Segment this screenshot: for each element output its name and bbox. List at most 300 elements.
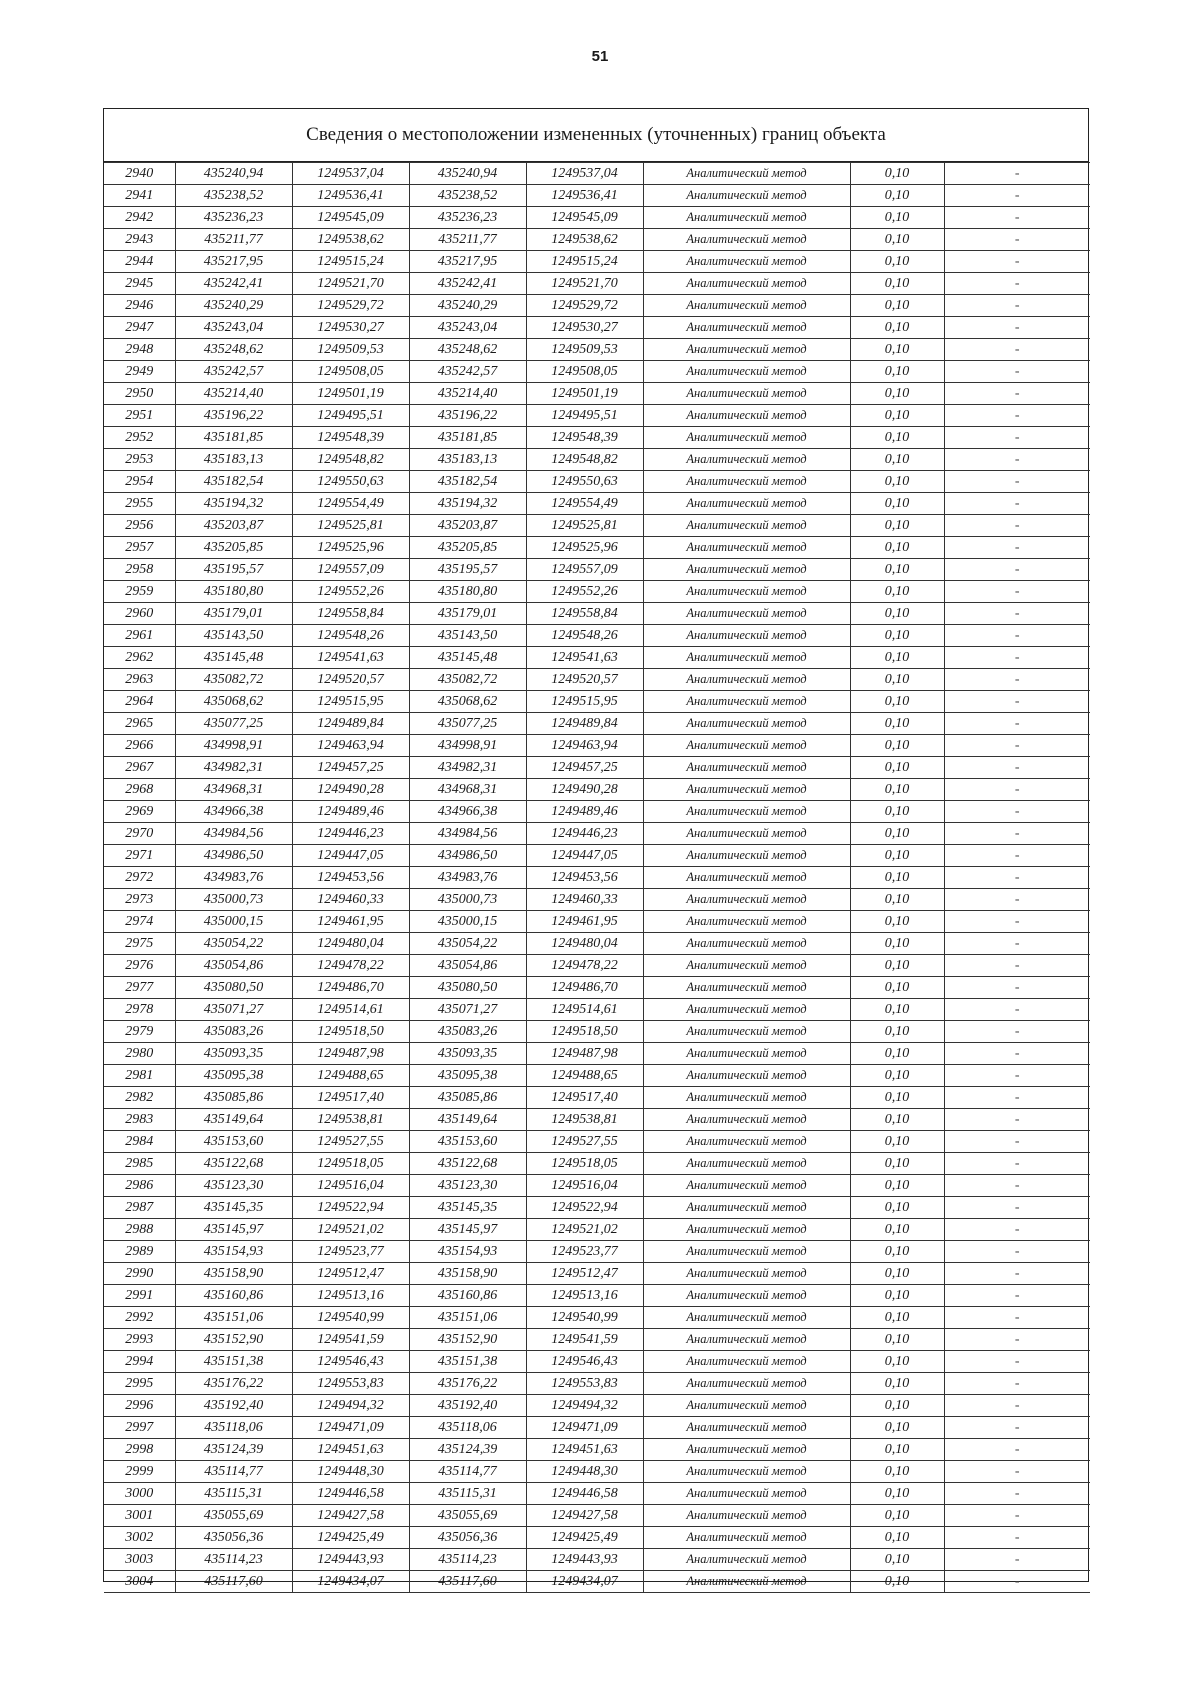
cell-method: Аналитический метод bbox=[643, 735, 850, 757]
cell-accuracy: 0,10 bbox=[850, 691, 944, 713]
cell-y-new: 1249558,84 bbox=[526, 603, 643, 625]
table-row bbox=[104, 867, 1090, 889]
cell-point-number: 2959 bbox=[104, 581, 175, 603]
table-row bbox=[104, 691, 1090, 713]
cell-accuracy: 0,10 bbox=[850, 1263, 944, 1285]
cell-y-old: 1249527,55 bbox=[292, 1131, 409, 1153]
cell-note: - bbox=[944, 163, 1090, 185]
cell-accuracy: 0,10 bbox=[850, 647, 944, 669]
cell-accuracy: 0,10 bbox=[850, 933, 944, 955]
cell-y-new: 1249509,53 bbox=[526, 339, 643, 361]
cell-accuracy: 0,10 bbox=[850, 977, 944, 999]
cell-y-new: 1249457,25 bbox=[526, 757, 643, 779]
cell-note: - bbox=[944, 911, 1090, 933]
cell-y-old: 1249521,02 bbox=[292, 1219, 409, 1241]
cell-x-old: 435152,90 bbox=[175, 1329, 292, 1351]
cell-y-new: 1249446,23 bbox=[526, 823, 643, 845]
cell-x-old: 434982,31 bbox=[175, 757, 292, 779]
cell-y-old: 1249518,05 bbox=[292, 1153, 409, 1175]
cell-x-new: 435118,06 bbox=[409, 1417, 526, 1439]
cell-note: - bbox=[944, 933, 1090, 955]
cell-y-old: 1249495,51 bbox=[292, 405, 409, 427]
cell-point-number: 2989 bbox=[104, 1241, 175, 1263]
cell-x-new: 435145,97 bbox=[409, 1219, 526, 1241]
cell-y-new: 1249548,82 bbox=[526, 449, 643, 471]
cell-accuracy: 0,10 bbox=[850, 317, 944, 339]
table-row bbox=[104, 1439, 1090, 1461]
cell-x-new: 435000,73 bbox=[409, 889, 526, 911]
cell-note: - bbox=[944, 1571, 1090, 1593]
cell-y-new: 1249518,05 bbox=[526, 1153, 643, 1175]
table-row bbox=[104, 1087, 1090, 1109]
cell-point-number: 2997 bbox=[104, 1417, 175, 1439]
table-row bbox=[104, 647, 1090, 669]
cell-y-old: 1249460,33 bbox=[292, 889, 409, 911]
table-row bbox=[104, 1109, 1090, 1131]
cell-y-new: 1249486,70 bbox=[526, 977, 643, 999]
cell-x-new: 435080,50 bbox=[409, 977, 526, 999]
cell-x-new: 435082,72 bbox=[409, 669, 526, 691]
cell-x-new: 435176,22 bbox=[409, 1373, 526, 1395]
cell-x-old: 435114,77 bbox=[175, 1461, 292, 1483]
cell-note: - bbox=[944, 757, 1090, 779]
cell-method: Аналитический метод bbox=[643, 625, 850, 647]
cell-y-new: 1249515,95 bbox=[526, 691, 643, 713]
cell-x-old: 435143,50 bbox=[175, 625, 292, 647]
cell-x-old: 435236,23 bbox=[175, 207, 292, 229]
table-row bbox=[104, 1065, 1090, 1087]
cell-y-old: 1249530,27 bbox=[292, 317, 409, 339]
cell-accuracy: 0,10 bbox=[850, 1373, 944, 1395]
cell-y-old: 1249453,56 bbox=[292, 867, 409, 889]
table-row bbox=[104, 1241, 1090, 1263]
cell-note: - bbox=[944, 977, 1090, 999]
cell-point-number: 2970 bbox=[104, 823, 175, 845]
cell-y-old: 1249478,22 bbox=[292, 955, 409, 977]
cell-point-number: 2965 bbox=[104, 713, 175, 735]
cell-accuracy: 0,10 bbox=[850, 625, 944, 647]
cell-x-new: 435179,01 bbox=[409, 603, 526, 625]
cell-point-number: 2992 bbox=[104, 1307, 175, 1329]
cell-y-old: 1249512,47 bbox=[292, 1263, 409, 1285]
table-row bbox=[104, 1395, 1090, 1417]
table-row bbox=[104, 427, 1090, 449]
table-row bbox=[104, 735, 1090, 757]
cell-y-new: 1249446,58 bbox=[526, 1483, 643, 1505]
cell-method: Аналитический метод bbox=[643, 207, 850, 229]
cell-note: - bbox=[944, 625, 1090, 647]
cell-note: - bbox=[944, 1197, 1090, 1219]
cell-x-new: 435145,48 bbox=[409, 647, 526, 669]
cell-x-old: 435192,40 bbox=[175, 1395, 292, 1417]
cell-y-old: 1249501,19 bbox=[292, 383, 409, 405]
cell-method: Аналитический метод bbox=[643, 1153, 850, 1175]
cell-note: - bbox=[944, 471, 1090, 493]
table-row bbox=[104, 405, 1090, 427]
cell-accuracy: 0,10 bbox=[850, 823, 944, 845]
cell-method: Аналитический метод bbox=[643, 977, 850, 999]
cell-accuracy: 0,10 bbox=[850, 493, 944, 515]
cell-note: - bbox=[944, 317, 1090, 339]
cell-y-new: 1249521,02 bbox=[526, 1219, 643, 1241]
cell-note: - bbox=[944, 559, 1090, 581]
cell-accuracy: 0,10 bbox=[850, 1021, 944, 1043]
cell-y-old: 1249548,82 bbox=[292, 449, 409, 471]
cell-y-old: 1249461,95 bbox=[292, 911, 409, 933]
cell-y-new: 1249538,62 bbox=[526, 229, 643, 251]
cell-accuracy: 0,10 bbox=[850, 405, 944, 427]
table-row bbox=[104, 933, 1090, 955]
cell-y-new: 1249453,56 bbox=[526, 867, 643, 889]
cell-y-old: 1249471,09 bbox=[292, 1417, 409, 1439]
cell-x-new: 435180,80 bbox=[409, 581, 526, 603]
table-row bbox=[104, 1219, 1090, 1241]
cell-y-new: 1249530,27 bbox=[526, 317, 643, 339]
cell-x-new: 435248,62 bbox=[409, 339, 526, 361]
cell-note: - bbox=[944, 1351, 1090, 1373]
cell-point-number: 2979 bbox=[104, 1021, 175, 1043]
cell-note: - bbox=[944, 251, 1090, 273]
cell-note: - bbox=[944, 427, 1090, 449]
cell-point-number: 2953 bbox=[104, 449, 175, 471]
cell-y-old: 1249448,30 bbox=[292, 1461, 409, 1483]
cell-x-old: 435115,31 bbox=[175, 1483, 292, 1505]
cell-point-number: 3003 bbox=[104, 1549, 175, 1571]
cell-x-new: 435056,36 bbox=[409, 1527, 526, 1549]
cell-x-new: 435153,60 bbox=[409, 1131, 526, 1153]
cell-method: Аналитический метод bbox=[643, 1307, 850, 1329]
cell-x-old: 435054,86 bbox=[175, 955, 292, 977]
cell-x-new: 435243,04 bbox=[409, 317, 526, 339]
table-row bbox=[104, 1307, 1090, 1329]
table-row bbox=[104, 757, 1090, 779]
cell-x-old: 435153,60 bbox=[175, 1131, 292, 1153]
cell-method: Аналитический метод bbox=[643, 1395, 850, 1417]
cell-x-old: 435176,22 bbox=[175, 1373, 292, 1395]
cell-x-new: 435143,50 bbox=[409, 625, 526, 647]
cell-note: - bbox=[944, 779, 1090, 801]
table-row bbox=[104, 1461, 1090, 1483]
cell-y-old: 1249538,62 bbox=[292, 229, 409, 251]
cell-note: - bbox=[944, 1263, 1090, 1285]
cell-method: Аналитический метод bbox=[643, 647, 850, 669]
cell-note: - bbox=[944, 493, 1090, 515]
cell-method: Аналитический метод bbox=[643, 669, 850, 691]
cell-y-old: 1249548,39 bbox=[292, 427, 409, 449]
cell-method: Аналитический метод bbox=[643, 1175, 850, 1197]
cell-method: Аналитический метод bbox=[643, 823, 850, 845]
cell-note: - bbox=[944, 581, 1090, 603]
cell-method: Аналитический метод bbox=[643, 1131, 850, 1153]
cell-point-number: 2977 bbox=[104, 977, 175, 999]
cell-point-number: 2964 bbox=[104, 691, 175, 713]
coordinates-table-frame bbox=[103, 108, 1089, 1589]
table-row bbox=[104, 1131, 1090, 1153]
cell-y-old: 1249509,53 bbox=[292, 339, 409, 361]
table-row bbox=[104, 801, 1090, 823]
cell-point-number: 2963 bbox=[104, 669, 175, 691]
table-row bbox=[104, 295, 1090, 317]
cell-method: Аналитический метод bbox=[643, 537, 850, 559]
cell-y-new: 1249518,50 bbox=[526, 1021, 643, 1043]
table-row bbox=[104, 1483, 1090, 1505]
cell-note: - bbox=[944, 295, 1090, 317]
cell-y-new: 1249494,32 bbox=[526, 1395, 643, 1417]
cell-y-new: 1249554,49 bbox=[526, 493, 643, 515]
cell-y-new: 1249480,04 bbox=[526, 933, 643, 955]
cell-y-old: 1249552,26 bbox=[292, 581, 409, 603]
cell-point-number: 2982 bbox=[104, 1087, 175, 1109]
cell-y-old: 1249557,09 bbox=[292, 559, 409, 581]
cell-note: - bbox=[944, 889, 1090, 911]
cell-y-old: 1249463,94 bbox=[292, 735, 409, 757]
table-row bbox=[104, 361, 1090, 383]
cell-note: - bbox=[944, 1417, 1090, 1439]
cell-x-old: 435124,39 bbox=[175, 1439, 292, 1461]
table-row bbox=[104, 515, 1090, 537]
cell-x-new: 435117,60 bbox=[409, 1571, 526, 1593]
cell-x-old: 435183,13 bbox=[175, 449, 292, 471]
cell-y-new: 1249487,98 bbox=[526, 1043, 643, 1065]
cell-accuracy: 0,10 bbox=[850, 669, 944, 691]
cell-x-new: 435095,38 bbox=[409, 1065, 526, 1087]
cell-x-old: 435160,86 bbox=[175, 1285, 292, 1307]
cell-x-new: 435055,69 bbox=[409, 1505, 526, 1527]
cell-point-number: 2990 bbox=[104, 1263, 175, 1285]
table-row bbox=[104, 1549, 1090, 1571]
cell-x-old: 435240,94 bbox=[175, 163, 292, 185]
cell-method: Аналитический метод bbox=[643, 1351, 850, 1373]
cell-point-number: 2949 bbox=[104, 361, 175, 383]
cell-method: Аналитический метод bbox=[643, 1219, 850, 1241]
cell-note: - bbox=[944, 1219, 1090, 1241]
cell-x-old: 435085,86 bbox=[175, 1087, 292, 1109]
cell-note: - bbox=[944, 691, 1090, 713]
cell-x-new: 435145,35 bbox=[409, 1197, 526, 1219]
cell-x-new: 435114,77 bbox=[409, 1461, 526, 1483]
cell-y-old: 1249522,94 bbox=[292, 1197, 409, 1219]
cell-y-new: 1249541,59 bbox=[526, 1329, 643, 1351]
cell-method: Аналитический метод bbox=[643, 229, 850, 251]
cell-note: - bbox=[944, 1087, 1090, 1109]
cell-accuracy: 0,10 bbox=[850, 1483, 944, 1505]
table-row bbox=[104, 449, 1090, 471]
table-row bbox=[104, 1263, 1090, 1285]
cell-x-new: 435240,94 bbox=[409, 163, 526, 185]
cell-y-old: 1249517,40 bbox=[292, 1087, 409, 1109]
table-row bbox=[104, 185, 1090, 207]
cell-method: Аналитический метод bbox=[643, 1373, 850, 1395]
cell-x-new: 435068,62 bbox=[409, 691, 526, 713]
cell-y-old: 1249515,24 bbox=[292, 251, 409, 273]
cell-accuracy: 0,10 bbox=[850, 603, 944, 625]
cell-method: Аналитический метод bbox=[643, 295, 850, 317]
cell-x-old: 435083,26 bbox=[175, 1021, 292, 1043]
cell-x-new: 434984,56 bbox=[409, 823, 526, 845]
table-row bbox=[104, 1175, 1090, 1197]
cell-y-old: 1249488,65 bbox=[292, 1065, 409, 1087]
cell-accuracy: 0,10 bbox=[850, 889, 944, 911]
cell-x-old: 435242,41 bbox=[175, 273, 292, 295]
cell-y-new: 1249425,49 bbox=[526, 1527, 643, 1549]
cell-x-new: 435123,30 bbox=[409, 1175, 526, 1197]
cell-y-old: 1249425,49 bbox=[292, 1527, 409, 1549]
cell-note: - bbox=[944, 1065, 1090, 1087]
table-body bbox=[104, 163, 1090, 1593]
cell-x-old: 435082,72 bbox=[175, 669, 292, 691]
cell-note: - bbox=[944, 515, 1090, 537]
cell-accuracy: 0,10 bbox=[850, 1505, 944, 1527]
cell-note: - bbox=[944, 1241, 1090, 1263]
cell-accuracy: 0,10 bbox=[850, 163, 944, 185]
cell-y-new: 1249552,26 bbox=[526, 581, 643, 603]
cell-method: Аналитический метод bbox=[643, 383, 850, 405]
cell-y-new: 1249538,81 bbox=[526, 1109, 643, 1131]
cell-x-old: 434984,56 bbox=[175, 823, 292, 845]
cell-x-old: 435240,29 bbox=[175, 295, 292, 317]
cell-note: - bbox=[944, 339, 1090, 361]
cell-method: Аналитический метод bbox=[643, 603, 850, 625]
cell-x-new: 435160,86 bbox=[409, 1285, 526, 1307]
cell-x-new: 435192,40 bbox=[409, 1395, 526, 1417]
cell-point-number: 2960 bbox=[104, 603, 175, 625]
cell-y-old: 1249446,58 bbox=[292, 1483, 409, 1505]
cell-y-old: 1249434,07 bbox=[292, 1571, 409, 1593]
cell-point-number: 2991 bbox=[104, 1285, 175, 1307]
cell-accuracy: 0,10 bbox=[850, 1109, 944, 1131]
table-row bbox=[104, 383, 1090, 405]
cell-accuracy: 0,10 bbox=[850, 735, 944, 757]
cell-accuracy: 0,10 bbox=[850, 537, 944, 559]
page-number: 51 bbox=[591, 48, 609, 65]
cell-y-new: 1249478,22 bbox=[526, 955, 643, 977]
cell-y-old: 1249516,04 bbox=[292, 1175, 409, 1197]
cell-y-new: 1249525,81 bbox=[526, 515, 643, 537]
cell-note: - bbox=[944, 1043, 1090, 1065]
cell-accuracy: 0,10 bbox=[850, 471, 944, 493]
table-row bbox=[104, 1351, 1090, 1373]
cell-x-old: 435095,38 bbox=[175, 1065, 292, 1087]
cell-x-old: 435195,57 bbox=[175, 559, 292, 581]
cell-x-old: 435123,30 bbox=[175, 1175, 292, 1197]
cell-y-old: 1249548,26 bbox=[292, 625, 409, 647]
cell-point-number: 2985 bbox=[104, 1153, 175, 1175]
cell-y-new: 1249489,84 bbox=[526, 713, 643, 735]
cell-method: Аналитический метод bbox=[643, 339, 850, 361]
table-row bbox=[104, 163, 1090, 185]
cell-method: Аналитический метод bbox=[643, 1571, 850, 1593]
cell-accuracy: 0,10 bbox=[850, 1175, 944, 1197]
cell-method: Аналитический метод bbox=[643, 1241, 850, 1263]
cell-x-old: 435145,35 bbox=[175, 1197, 292, 1219]
cell-note: - bbox=[944, 207, 1090, 229]
cell-y-new: 1249471,09 bbox=[526, 1417, 643, 1439]
cell-note: - bbox=[944, 823, 1090, 845]
cell-point-number: 2956 bbox=[104, 515, 175, 537]
cell-x-new: 435151,38 bbox=[409, 1351, 526, 1373]
cell-y-old: 1249545,09 bbox=[292, 207, 409, 229]
cell-x-old: 435151,06 bbox=[175, 1307, 292, 1329]
cell-accuracy: 0,10 bbox=[850, 185, 944, 207]
cell-accuracy: 0,10 bbox=[850, 361, 944, 383]
table-row bbox=[104, 779, 1090, 801]
cell-accuracy: 0,10 bbox=[850, 955, 944, 977]
cell-y-old: 1249538,81 bbox=[292, 1109, 409, 1131]
cell-accuracy: 0,10 bbox=[850, 757, 944, 779]
cell-method: Аналитический метод bbox=[643, 405, 850, 427]
cell-x-new: 435154,93 bbox=[409, 1241, 526, 1263]
cell-y-old: 1249541,63 bbox=[292, 647, 409, 669]
cell-x-old: 434986,50 bbox=[175, 845, 292, 867]
table-row bbox=[104, 207, 1090, 229]
cell-x-old: 435000,73 bbox=[175, 889, 292, 911]
cell-y-new: 1249490,28 bbox=[526, 779, 643, 801]
cell-x-new: 435093,35 bbox=[409, 1043, 526, 1065]
cell-method: Аналитический метод bbox=[643, 691, 850, 713]
cell-y-old: 1249446,23 bbox=[292, 823, 409, 845]
cell-accuracy: 0,10 bbox=[850, 339, 944, 361]
cell-point-number: 2944 bbox=[104, 251, 175, 273]
cell-point-number: 2940 bbox=[104, 163, 175, 185]
table-row bbox=[104, 273, 1090, 295]
table-row bbox=[104, 559, 1090, 581]
cell-point-number: 2993 bbox=[104, 1329, 175, 1351]
cell-method: Аналитический метод bbox=[643, 317, 850, 339]
cell-x-old: 435154,93 bbox=[175, 1241, 292, 1263]
cell-point-number: 2947 bbox=[104, 317, 175, 339]
cell-note: - bbox=[944, 713, 1090, 735]
cell-point-number: 2969 bbox=[104, 801, 175, 823]
cell-x-new: 435124,39 bbox=[409, 1439, 526, 1461]
cell-x-old: 435203,87 bbox=[175, 515, 292, 537]
cell-point-number: 2951 bbox=[104, 405, 175, 427]
table-row bbox=[104, 999, 1090, 1021]
cell-x-new: 435205,85 bbox=[409, 537, 526, 559]
cell-x-old: 434966,38 bbox=[175, 801, 292, 823]
cell-y-old: 1249427,58 bbox=[292, 1505, 409, 1527]
cell-x-old: 435238,52 bbox=[175, 185, 292, 207]
cell-y-old: 1249494,32 bbox=[292, 1395, 409, 1417]
cell-accuracy: 0,10 bbox=[850, 1461, 944, 1483]
cell-method: Аналитический метод bbox=[643, 471, 850, 493]
cell-y-new: 1249514,61 bbox=[526, 999, 643, 1021]
cell-x-old: 435055,69 bbox=[175, 1505, 292, 1527]
cell-x-new: 434998,91 bbox=[409, 735, 526, 757]
cell-x-old: 435196,22 bbox=[175, 405, 292, 427]
cell-method: Аналитический метод bbox=[643, 1285, 850, 1307]
table-row bbox=[104, 1329, 1090, 1351]
cell-x-new: 435183,13 bbox=[409, 449, 526, 471]
cell-point-number: 2986 bbox=[104, 1175, 175, 1197]
table-row bbox=[104, 1021, 1090, 1043]
cell-note: - bbox=[944, 647, 1090, 669]
cell-y-old: 1249514,61 bbox=[292, 999, 409, 1021]
cell-y-new: 1249516,04 bbox=[526, 1175, 643, 1197]
cell-note: - bbox=[944, 1153, 1090, 1175]
cell-method: Аналитический метод bbox=[643, 1087, 850, 1109]
cell-method: Аналитический метод bbox=[643, 1505, 850, 1527]
cell-x-new: 435242,41 bbox=[409, 273, 526, 295]
cell-y-new: 1249460,33 bbox=[526, 889, 643, 911]
table-row bbox=[104, 317, 1090, 339]
cell-note: - bbox=[944, 1131, 1090, 1153]
cell-point-number: 2978 bbox=[104, 999, 175, 1021]
cell-x-new: 435242,57 bbox=[409, 361, 526, 383]
cell-method: Аналитический метод bbox=[643, 1549, 850, 1571]
cell-y-new: 1249548,39 bbox=[526, 427, 643, 449]
cell-x-old: 435122,68 bbox=[175, 1153, 292, 1175]
cell-accuracy: 0,10 bbox=[850, 449, 944, 471]
